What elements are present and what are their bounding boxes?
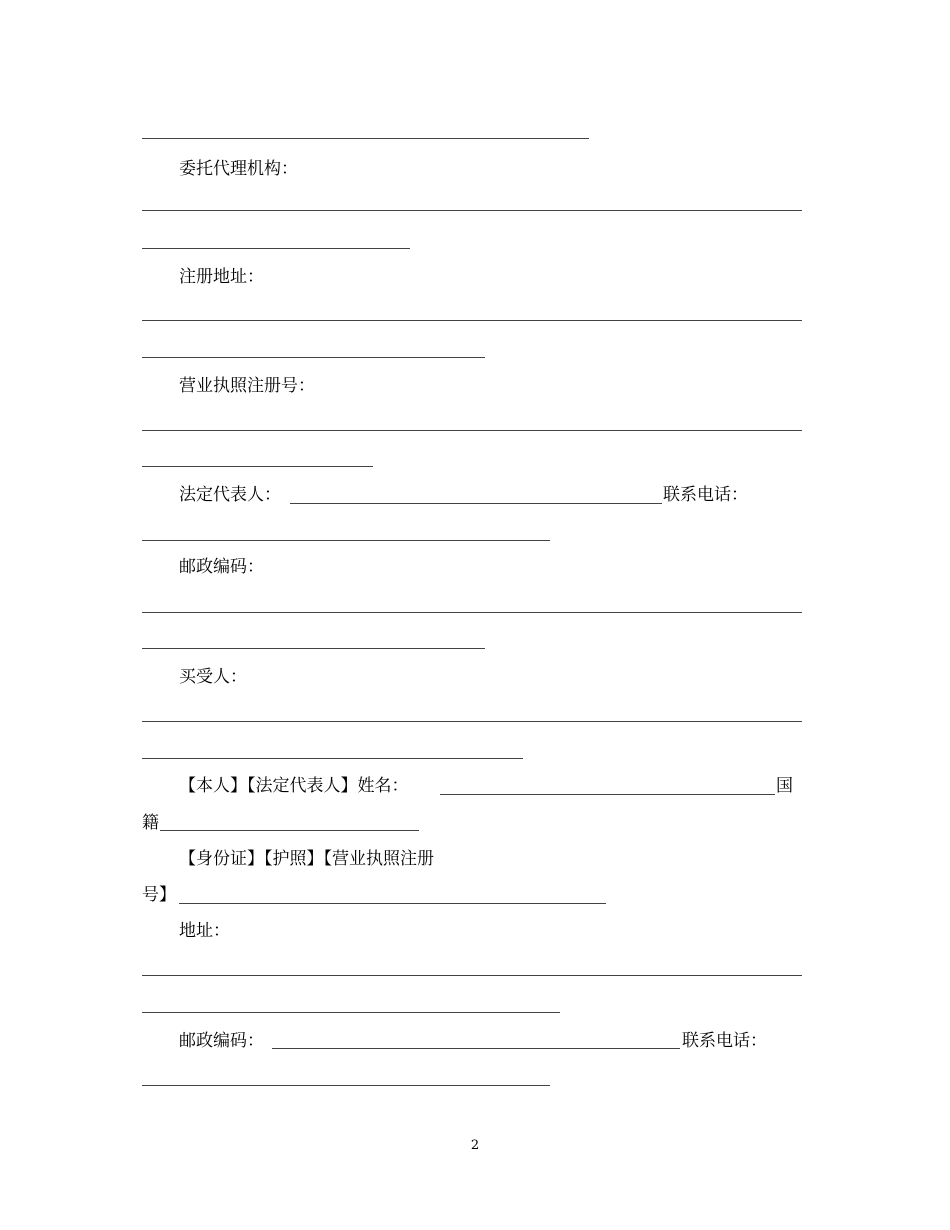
name-label: 【本人】【法定代表人】姓名：	[179, 776, 409, 796]
postal-code-label: 邮政编码：	[179, 557, 264, 577]
postal-code-label-2: 邮政编码：	[179, 1031, 264, 1051]
blank-line	[290, 503, 662, 504]
blank-line	[142, 138, 589, 139]
blank-line	[179, 903, 606, 904]
id-type-label-part1: 【身份证】【护照】【营业执照注册	[179, 849, 434, 869]
agency-label: 委托代理机构：	[179, 159, 298, 179]
nationality-label-part2: 籍	[142, 813, 159, 833]
blank-line	[160, 830, 419, 831]
blank-line	[142, 248, 410, 249]
blank-line	[142, 975, 802, 976]
blank-line	[142, 721, 802, 722]
blank-line	[272, 1048, 680, 1049]
blank-line	[142, 612, 802, 613]
blank-line	[142, 357, 485, 358]
blank-line	[142, 320, 802, 321]
id-type-label-part2: 号】	[142, 885, 176, 905]
contact-phone-label-2: 联系电话：	[682, 1031, 767, 1051]
blank-line	[440, 794, 775, 795]
blank-line	[142, 430, 802, 431]
blank-line	[142, 758, 523, 759]
page-number: 2	[470, 1138, 480, 1153]
nationality-label-part1: 国	[776, 776, 793, 796]
address-label: 地址：	[179, 921, 230, 941]
buyer-label: 买受人：	[179, 667, 247, 687]
blank-line	[142, 1085, 550, 1086]
contact-phone-label: 联系电话：	[663, 485, 748, 505]
business-license-label: 营业执照注册号：	[179, 376, 315, 396]
blank-line	[142, 466, 373, 467]
blank-line	[142, 1012, 560, 1013]
blank-line	[142, 540, 550, 541]
blank-line	[142, 210, 802, 211]
registered-address-label: 注册地址：	[179, 267, 264, 287]
blank-line	[142, 648, 485, 649]
legal-rep-label: 法定代表人：	[179, 485, 281, 505]
